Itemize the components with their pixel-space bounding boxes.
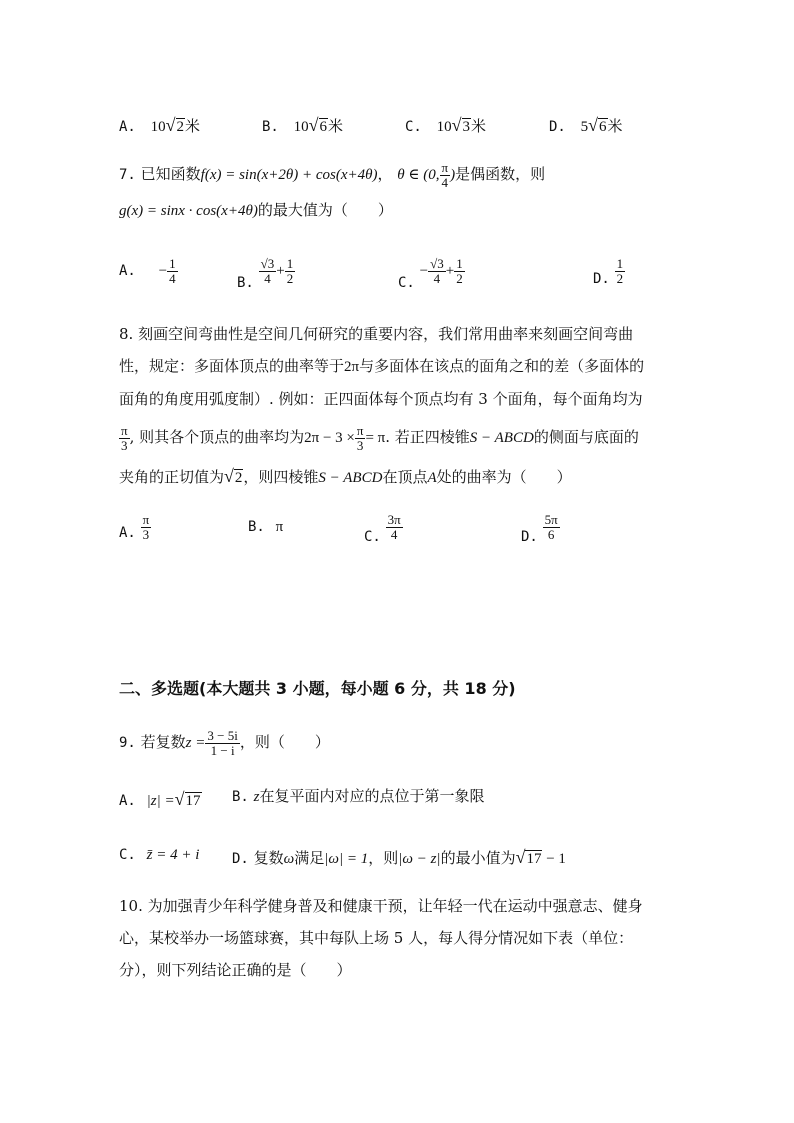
q9-option-c: C. z̄ = 4 + i [119, 847, 200, 863]
q9-option-d: D. 复数ω满足|ω| = 1，则|ω − z|的最小值为√17 − 1 [232, 840, 566, 874]
fraction: $\frac{3 - 5i}{1 - i}$ [207, 727, 238, 758]
q10-line2: 心，某校举办一场篮球赛，其中每队上场 5 人，每人得分情况如下表（单位： [119, 929, 634, 947]
fraction: $\frac{\pi}{3}$ [142, 511, 150, 542]
sqrt-symbol: √6 [308, 115, 328, 135]
fraction: $\frac{1}{2}$ [616, 255, 624, 286]
fraction: $\frac{\pi}{3}$ [356, 422, 364, 453]
q6-option-d: D. 5√6米 [549, 108, 623, 142]
q8-option-b: B. π [248, 519, 284, 535]
q7-option-c: C. − $\frac{√3}{4}$ + $\frac{1}{2}$ [398, 255, 463, 291]
q10-line3: 分），则下列结论正确的是（ ） [119, 961, 352, 979]
fraction: $\frac{√3}{4}$ [430, 255, 444, 286]
q8-option-a: A. $\frac{\pi}{3}$ [119, 511, 150, 542]
sqrt-symbol: √2 [224, 466, 243, 486]
q7-stem-line2: g(x) = sinx · cos(x+4θ)的最大值为（ ） [119, 201, 393, 219]
section-heading: 二、多选题(本大题共 3 小题，每小题 6 分，共 18 分) [119, 679, 516, 698]
fraction: $\frac{1}{2}$ [456, 255, 463, 286]
q10-stem [119, 890, 679, 986]
q8-line4: $\frac{\pi}{3}$ , 则其各个顶点的曲率均为2π − 3 × $\frac{\pi}{3}$ = π. 若正四棱锥S − ABCD的侧面与底面的 [121, 422, 639, 453]
sqrt-symbol: √17 [515, 847, 542, 867]
fraction: $\frac{√3}{4}$ [260, 255, 275, 286]
q7-option-b: B. $\frac{√3}{4}$ + $\frac{1}{2}$ [237, 255, 294, 291]
q7-option-a: A. − $\frac{1}{4}$ [119, 255, 176, 286]
q8-stem [119, 318, 679, 494]
sqrt-symbol: √3 [451, 115, 471, 135]
fraction: $\frac{1}{2}$ [286, 255, 294, 286]
q9-stem: 9. 若复数z = $\frac{3 - 5i}{1 - i}$ ，则（ ） [119, 727, 330, 758]
q8-line1: 8. 刻画空间弯曲性是空间几何研究的重要内容，我们常用曲率来刻画空间弯曲 [119, 325, 634, 343]
fraction: $\frac{1}{4}$ [169, 255, 176, 286]
q6-option-c: C. 10√3米 [405, 108, 486, 142]
sqrt-symbol: √17 [174, 789, 201, 809]
q9-option-a: A. |z| =√17 [119, 782, 202, 816]
q8-option-c: C. $\frac{3\pi}{4}$ [364, 511, 401, 545]
sqrt-symbol: √2 [165, 115, 185, 135]
q6-option-a: A. 10√2米 [119, 108, 200, 142]
q8-line2: 性，规定：多面体顶点的曲率等于2π与多面体在该点的面角之和的差（多面体的 [119, 357, 645, 375]
fraction: $\frac{\pi}{4}$ [441, 159, 449, 190]
q7-stem-line1: 7. 已知函数f(x) = sin(x+2θ) + cos(x+4θ)， θ ∈ (0, $\frac{\pi}{4}$ )是偶函数，则 [119, 159, 546, 190]
fraction: $\frac{5\pi}{6}$ [544, 511, 558, 542]
q8-option-d: D. $\frac{5\pi}{6}$ [521, 511, 558, 545]
q9-option-b: B. z在复平面内对应的点位于第一象限 [232, 787, 485, 805]
q6-option-b: B. 10√6米 [262, 108, 343, 142]
fraction: $\frac{3\pi}{4}$ [387, 511, 401, 542]
q7-option-d: D. $\frac{1}{2}$ [593, 255, 624, 287]
q8-line3: 面角的角度用弧度制）. 例如：正四面体每个顶点均有 3 个面角，每个面角均为 [119, 390, 643, 408]
fraction: $\frac{\pi}{3}$ [121, 422, 128, 453]
q8-line5: 夹角的正切值为√2，则四棱锥S − ABCD在顶点A处的曲率为（ ） [119, 460, 679, 494]
q10-line1: 10. 为加强青少年科学健身普及和健康干预，让年轻一代在运动中强意志、健身 [119, 897, 643, 915]
sqrt-symbol: √6 [588, 115, 607, 135]
